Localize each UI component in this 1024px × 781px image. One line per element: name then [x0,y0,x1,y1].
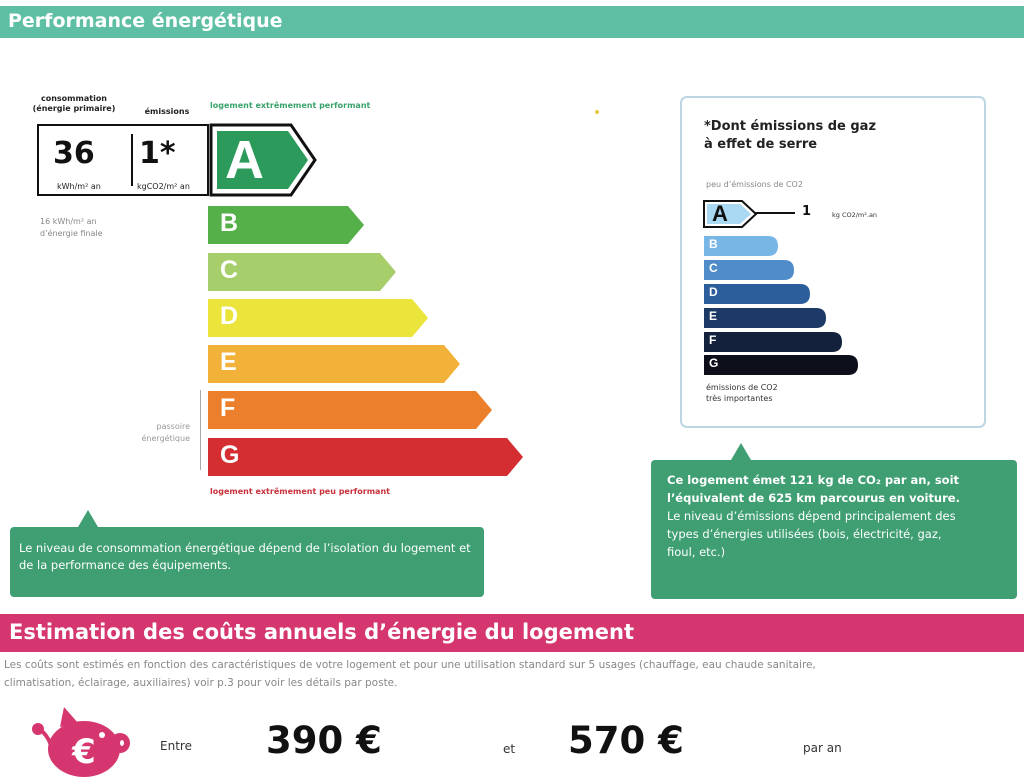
cost-min-value: 390 € [266,719,382,762]
dpe-class-letter: G [220,441,240,469]
performance-title: Performance énergétique [8,10,283,32]
dpe-class-letter: E [220,348,237,376]
emissions-callout-line: Le niveau d’émissions dépend principalement des [667,509,956,523]
ghg-class-bar-g [704,355,858,375]
dpe-class-bar-e [208,345,460,383]
dpe-class-bar-c [208,253,396,291]
costs-note-line: Les coûts sont estimés en fonction des caractéristiques de votre logement et pour une utilisation standard sur 5 usages (chauffage, eau chaude sanitaire, [4,659,816,671]
ghg-class-letter: G [709,356,719,370]
emissions-callout-line: l’équivalent de 625 km parcourus en voiture. [667,491,960,505]
ghg-class-arrow-shape [702,199,758,229]
bottom-performance-label: logement extrêmement peu performant [210,487,390,496]
costs-title: Estimation des coûts annuels d’énergie du logement [9,620,634,644]
final-energy-note: 16 kWh/m² an d’énergie finale [40,217,103,238]
dpe-class-letter: F [220,394,236,422]
dpe-class-bar-b [208,206,364,244]
consumption-unit: kWh/m² an [57,182,101,191]
cost-between-label: Entre [160,739,192,753]
dpe-class-letter: D [220,302,239,330]
ghg-high-label: émissions de CO2 très importantes [706,383,778,403]
consumption-value: 36 [53,136,95,171]
ghg-class-bar-d [704,284,810,304]
piggy-bank-icon [28,705,144,781]
value-separator [131,134,133,186]
ghg-class-bar-e [704,308,826,328]
dpe-class-bar-d [208,299,428,337]
ghg-title: *Dont émissions de gaz à effet de serre [704,119,877,152]
dpe-class-bar-g [208,438,523,476]
ghg-unit: kg CO2/m².an [832,211,878,219]
emissions-unit: kgCO2/m² an [137,182,190,191]
decorative-dot [595,110,599,114]
ghg-current-class-letter: A [712,201,728,226]
callout-pointer [731,443,751,460]
dpe-class-letter: B [220,209,239,237]
costs-header [0,614,1024,652]
dpe-class-bar-f [208,391,492,429]
ghg-class-letter: B [709,237,718,251]
cost-and-label: et [503,742,516,756]
ghg-class-bar-f [704,332,842,352]
emissions-callout [651,460,1017,599]
costs-note-line: climatisation, éclairage, auxiliaires) voir p.3 pour voir les détails par poste. [4,677,398,689]
ghg-current-class-marker [702,199,758,233]
passoire-label: passoire énergétique [141,422,190,443]
ghg-class-letter: E [709,309,718,323]
emissions-callout-line: Ce logement émet 121 kg de CO₂ par an, soit [667,473,960,487]
ghg-class-letter: F [709,333,717,347]
ghg-class-bar-b [704,236,778,256]
emissions-column-label: émissions [144,107,190,116]
performance-header [0,6,1024,38]
ghg-class-letter: C [709,261,718,275]
ghg-leader-line [755,212,795,214]
consumption-callout [10,527,484,597]
emissions-value: 1* [139,136,176,171]
svg-text:€: € [72,732,96,772]
consumption-callout-text: Le niveau de consommation énergétique dépend de l’isolation du logement et de la performance des équipements. [19,541,471,572]
passoire-bracket [200,390,201,470]
current-class-letter: A [225,130,264,190]
cost-max-value: 570 € [568,719,684,762]
ghg-low-label: peu d’émissions de CO2 [706,180,803,189]
dpe-class-letter: C [220,256,239,284]
dpe-values-box [37,124,209,196]
emissions-callout-line: types d’énergies utilisées (bois, électricité, gaz, [667,527,942,541]
ghg-class-letter: D [709,285,718,299]
current-class-marker [209,123,319,201]
callout-pointer [78,510,98,527]
ghg-class-bar-c [704,260,794,280]
ghg-value: 1 [802,204,812,219]
ghg-panel [680,96,986,428]
consumption-column-label: consommation (énergie primaire) [32,94,116,113]
cost-per-year-label: par an [803,741,842,755]
emissions-callout-line: fioul, etc.) [667,545,726,559]
top-performance-label: logement extrêmement performant [210,101,371,110]
